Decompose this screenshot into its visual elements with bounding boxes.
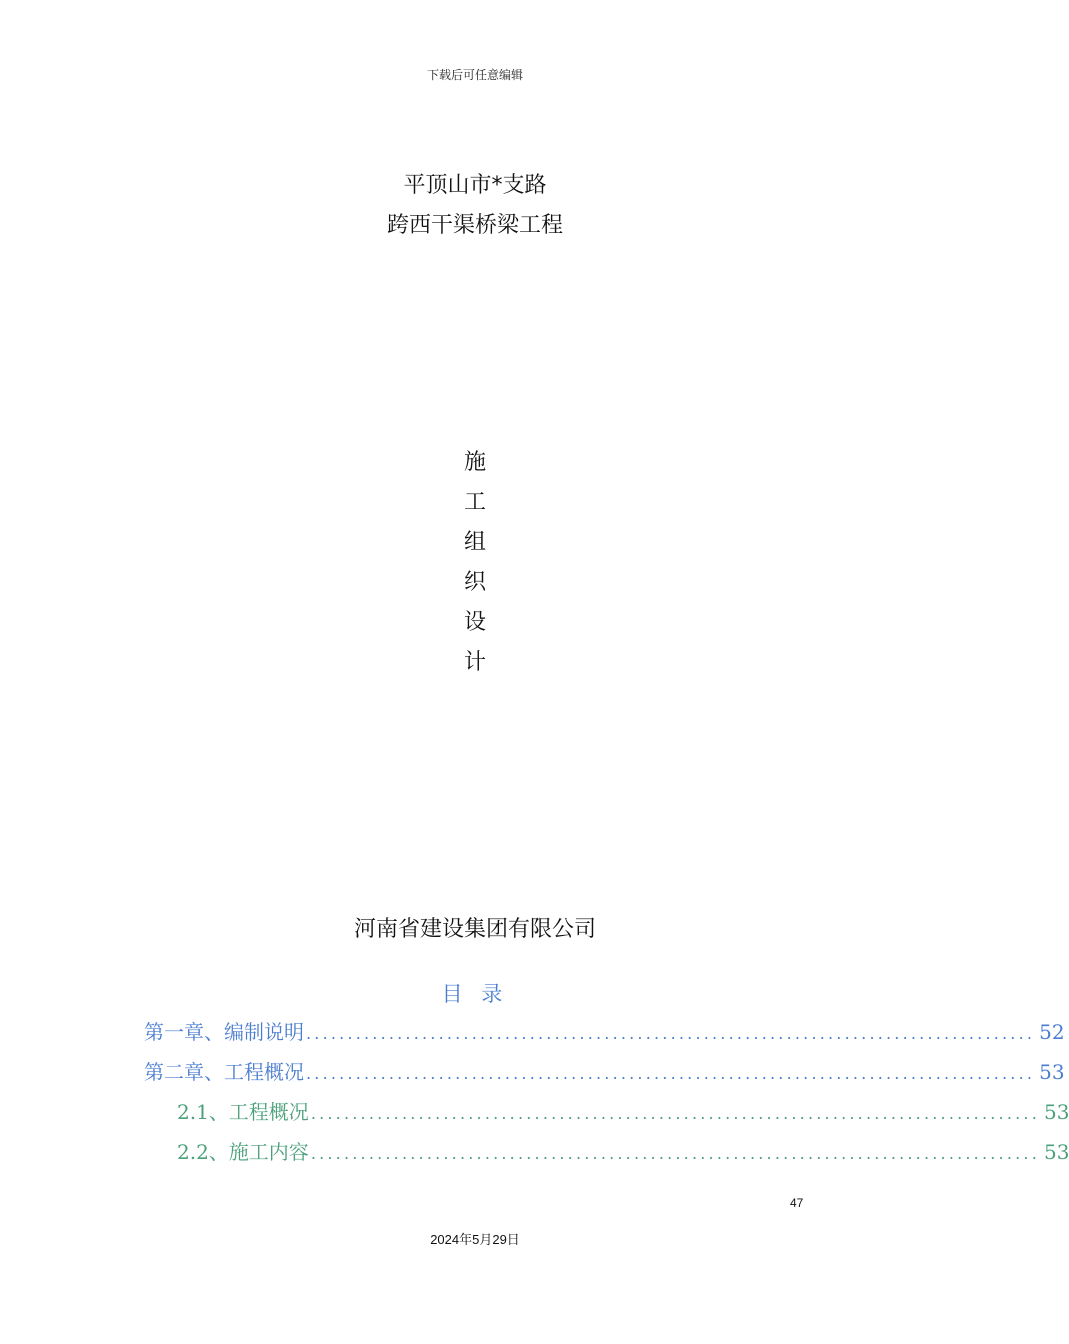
- toc-heading: 目 录: [441, 982, 509, 1006]
- toc-entry-text: 、工程概况: [208, 1100, 309, 1124]
- vertical-char: 设: [463, 610, 486, 635]
- toc-entry-page: 52: [1039, 1020, 1065, 1044]
- vertical-char: 计: [463, 650, 486, 675]
- toc-entry-text: 、施工内容: [208, 1140, 309, 1164]
- toc-entry-label: 第二章、工程概况: [144, 1060, 304, 1084]
- document-type-vertical: [0, 446, 950, 686]
- toc-entry-chapter-2[interactable]: [144, 1056, 1065, 1086]
- page-header: 下载后可任意编辑: [426, 68, 523, 82]
- toc-entry-section-2-1[interactable]: [177, 1096, 1069, 1126]
- vertical-char: 组: [463, 530, 486, 555]
- toc-entry-number: 2.2: [177, 1140, 209, 1164]
- toc-leader-dots: ........................................................................................: [306, 1064, 1036, 1083]
- toc-leader-dots: ........................................................................................: [306, 1024, 1036, 1043]
- toc-entry-page: 53: [1043, 1100, 1069, 1124]
- company-name: 河南省建设集团有限公司: [353, 917, 596, 942]
- toc-entry-label: 第一章、编制说明: [144, 1020, 304, 1044]
- toc-entry-label: [177, 1096, 309, 1125]
- vertical-char: 织: [463, 570, 486, 595]
- toc-entry-number: 2.1: [177, 1100, 209, 1124]
- toc-entry-section-2-2[interactable]: [177, 1136, 1069, 1166]
- toc-leader-dots: ........................................................................................: [310, 1104, 1040, 1123]
- project-title-line-1: 平顶山市*支路: [403, 173, 547, 198]
- page-number: 47: [790, 1196, 804, 1210]
- toc-entry-page: 53: [1039, 1060, 1065, 1084]
- toc-leader-dots: ........................................................................................: [310, 1144, 1040, 1163]
- vertical-char: 工: [463, 490, 486, 515]
- page-footer-date: 2024年5月29日: [430, 1232, 520, 1247]
- project-title-line-2: 跨西干渠桥梁工程: [386, 213, 563, 238]
- vertical-char: 施: [463, 450, 486, 475]
- toc-entry-page: 53: [1043, 1140, 1069, 1164]
- toc-entry-chapter-1[interactable]: [144, 1016, 1065, 1046]
- toc-entry-label: [177, 1136, 309, 1165]
